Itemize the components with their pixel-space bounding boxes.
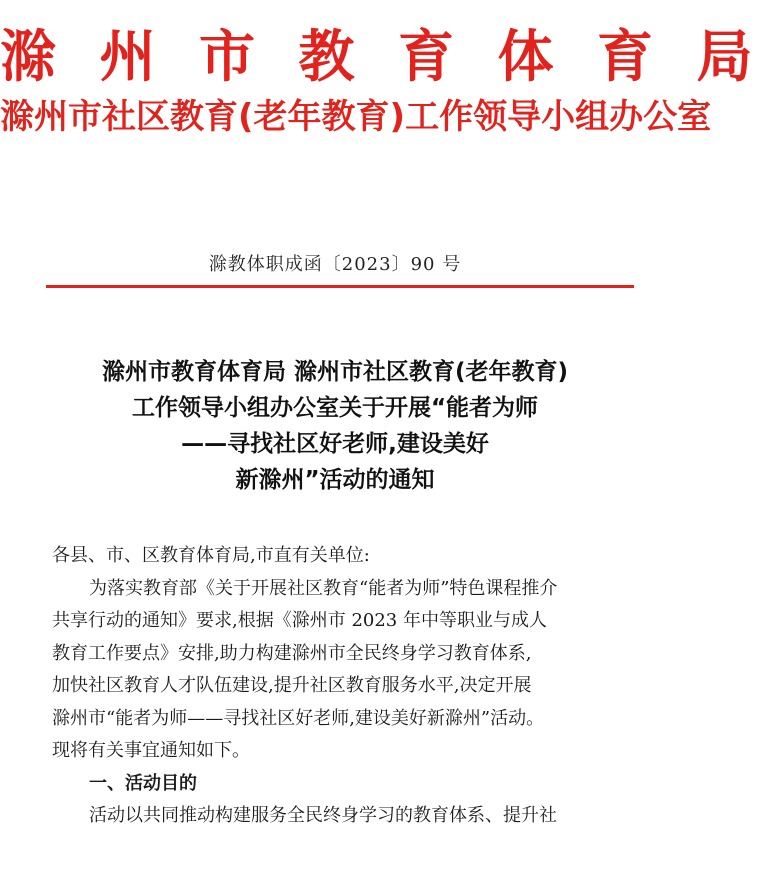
document-number: 滁教体职成函〔2023〕90 号 — [208, 254, 462, 275]
paragraph-line: 现将有关事宜通知如下。 — [52, 740, 250, 761]
issuer-office-name: 滁州市社区教育(老年教育)工作领导小组办公室 — [0, 97, 712, 137]
issuer-name: 滁 州 市 教 育 体 育 局 — [0, 25, 764, 90]
paragraph-line: 为落实教育部《关于开展社区教育“能者为师”特色课程推介 — [89, 577, 558, 599]
title-line: ——寻找社区好老师,建设美好 — [181, 431, 489, 457]
document-body — [52, 540, 642, 833]
section-heading: 一、活动目的 — [89, 772, 197, 794]
paragraph-line: 活动以共同推动构建服务全民终身学习的教育体系、提升社 — [89, 805, 557, 826]
paragraph-line: 共享行动的通知》要求,根据《滁州市 2023 年中等职业与成人 — [52, 610, 547, 631]
paragraph-line: 滁州市“能者为师——寻找社区好老师,建设美好新滁州”活动。 — [52, 707, 545, 729]
document-title — [30, 354, 640, 498]
salutation: 各县、市、区教育体育局,市直有关单位: — [52, 545, 370, 566]
title-line: 滁州市教育体育局 滁州市社区教育(老年教育) — [101, 359, 569, 385]
red-separator-line — [46, 285, 634, 288]
title-line: 工作领导小组办公室关于开展“能者为师 — [131, 395, 539, 421]
paragraph-line: 加快社区教育人才队伍建设,提升社区教育服务水平,决定开展 — [52, 675, 532, 696]
paragraph-line: 教育工作要点》安排,助力构建滁州市全民终身学习教育体系, — [52, 642, 532, 664]
title-line: 新滁州”活动的通知 — [235, 467, 435, 493]
